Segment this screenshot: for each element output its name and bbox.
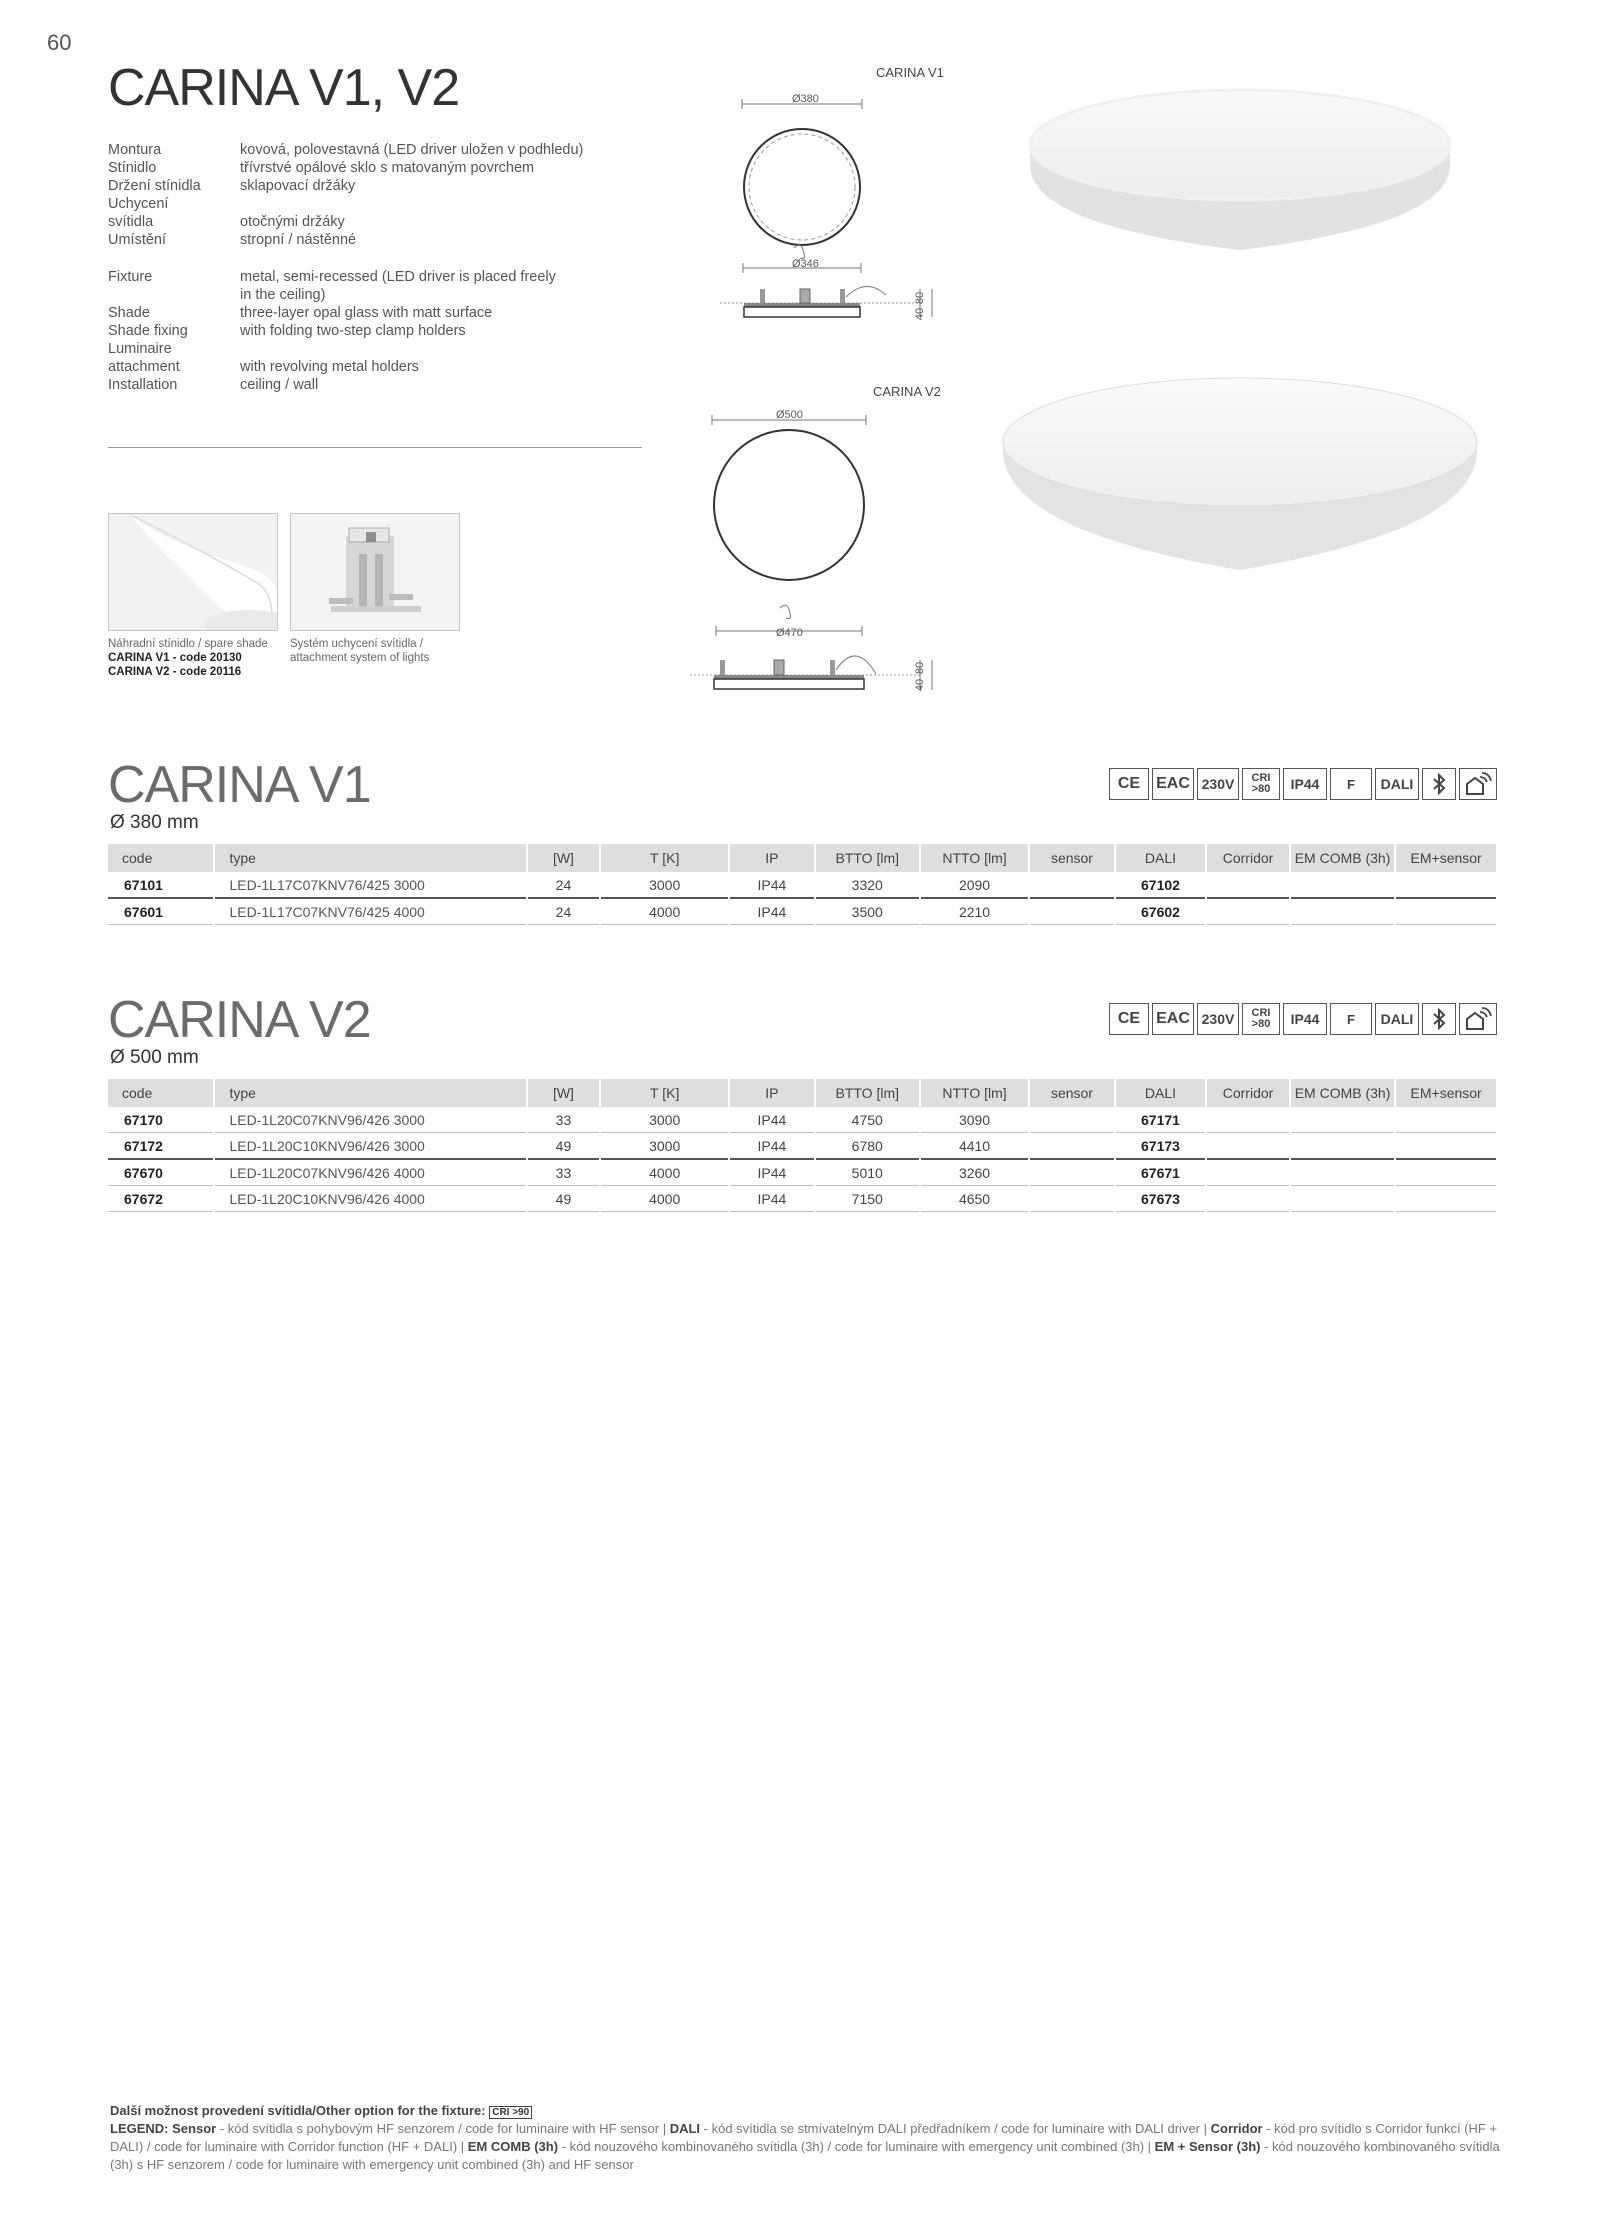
- cell-em-sensor: [1396, 1160, 1496, 1186]
- cri90-badge: CRI >90: [489, 2106, 532, 2119]
- cri-icon: [1242, 768, 1280, 800]
- cell-dali: 67673: [1116, 1186, 1205, 1212]
- cell-btto: 7150: [816, 1186, 919, 1212]
- cell-em-sensor: [1396, 872, 1496, 899]
- cell-sensor: [1030, 1107, 1114, 1133]
- cell-btto: 3500: [816, 899, 919, 925]
- header-em-sensor: EM+sensor: [1396, 844, 1496, 872]
- cell-temperature: 3000: [601, 872, 728, 899]
- spec-row: [108, 159, 620, 177]
- legend-em-label: EM COMB (3h): [467, 2139, 559, 2154]
- header-em-comb: EM COMB (3h): [1291, 844, 1394, 872]
- cell-temperature: 3000: [601, 1107, 728, 1133]
- spare-shade-v1-code: CARINA V1 - code 20130: [108, 652, 242, 664]
- cell-btto: 6780: [816, 1133, 919, 1160]
- cell-em-comb: [1291, 1160, 1394, 1186]
- header-code: code: [108, 844, 213, 872]
- spec-value: with folding two-step clamp holders: [240, 323, 466, 339]
- spec-row: [108, 358, 620, 376]
- cell-ntto: 4410: [921, 1133, 1028, 1160]
- spec-value: třívrstvé opálové sklo s matovaným povrchem: [240, 160, 535, 176]
- legend-sensor-label: Sensor: [172, 2121, 217, 2136]
- drawing-v1: [680, 85, 980, 335]
- legend-dali-label: DALI: [669, 2121, 701, 2136]
- spec-value: in the ceiling): [240, 287, 326, 303]
- legend-sensor-text: - kód svítidla s pohybovým HF senzorem / code for luminaire with HF sensor |: [216, 2121, 670, 2136]
- carina-v2-render: [995, 370, 1485, 580]
- cell-ntto: 3260: [921, 1160, 1028, 1186]
- header-type: type: [215, 1079, 525, 1107]
- cell-watt: 49: [528, 1186, 599, 1212]
- cell-type: LED-1L20C07KNV96/426 3000: [215, 1107, 525, 1133]
- spec-row: [108, 195, 620, 213]
- header-corridor: Corridor: [1207, 844, 1289, 872]
- footer-legend: [110, 2102, 1502, 2174]
- spare-shade-image: [108, 513, 278, 631]
- cell-type: LED-1L20C10KNV96/426 3000: [215, 1133, 525, 1160]
- spec-label: Shade fixing: [108, 323, 188, 339]
- caption-line: Náhradní stínidlo / spare shade: [108, 638, 268, 650]
- spec-value: otočnými držáky: [240, 214, 345, 230]
- product-table-v2: [106, 1079, 1498, 1212]
- cell-em-comb: [1291, 1133, 1394, 1160]
- spec-label: svítidla: [108, 214, 154, 230]
- header-ntto: NTTO [lm]: [921, 844, 1028, 872]
- header-watt: [W]: [528, 844, 599, 872]
- drawing-label-v2: CARINA V2: [873, 384, 941, 399]
- cell-code: 67672: [108, 1186, 213, 1212]
- v2-height-1: 40: [914, 678, 927, 692]
- specs-cz: [108, 141, 620, 249]
- v1-height-2: 80: [914, 291, 927, 305]
- cell-watt: 49: [528, 1133, 599, 1160]
- v2-top-diameter: Ø500: [776, 409, 803, 421]
- spec-label: Montura: [108, 142, 162, 158]
- specs-en: [108, 268, 620, 394]
- footer-legend-text: [110, 2120, 1502, 2174]
- spec-label: Stínidlo: [108, 160, 157, 176]
- header-em-comb: EM COMB (3h): [1291, 1079, 1394, 1107]
- header-dali: DALI: [1116, 844, 1205, 872]
- cell-dali: 67602: [1116, 899, 1205, 925]
- table-header-row: [108, 1079, 1496, 1107]
- cell-type: LED-1L17C07KNV76/425 3000: [215, 872, 525, 899]
- header-em-sensor: EM+sensor: [1396, 1079, 1496, 1107]
- cell-code: 67601: [108, 899, 213, 925]
- spec-value: stropní / nástěnné: [240, 232, 357, 248]
- caption-line: Systém uchycení svítidla /: [290, 638, 423, 650]
- drawing-label-v1: CARINA V1: [876, 65, 944, 80]
- product-title-v2: CARINA V2: [108, 991, 371, 1049]
- ip44-icon: IP44: [1283, 1003, 1327, 1035]
- cri-label: CRI: [1251, 772, 1271, 784]
- cell-sensor: [1030, 899, 1114, 925]
- header-sensor: sensor: [1030, 844, 1114, 872]
- header-sensor: sensor: [1030, 1079, 1114, 1107]
- cell-code: 67670: [108, 1160, 213, 1186]
- header-type: type: [215, 844, 525, 872]
- spec-label: Držení stínidla: [108, 178, 201, 194]
- cell-em-comb: [1291, 899, 1394, 925]
- cell-btto: 4750: [816, 1107, 919, 1133]
- spare-shade-v2-code: CARINA V2 - code 20116: [108, 666, 242, 678]
- spec-row: [108, 286, 620, 304]
- cell-sensor: [1030, 872, 1114, 899]
- cell-corridor: [1207, 1160, 1289, 1186]
- cri-value: >80: [1251, 783, 1271, 795]
- v1-top-diameter: Ø380: [792, 93, 819, 105]
- spec-label: Uchycení: [108, 196, 169, 212]
- spec-value: three-layer opal glass with matt surface: [240, 305, 493, 321]
- legend-corridor-label: Corridor: [1210, 2121, 1263, 2136]
- product-title-v1: CARINA V1: [108, 756, 371, 814]
- spec-row: [108, 322, 620, 340]
- spec-label: Luminaire: [108, 341, 172, 357]
- table-row: [108, 1133, 1496, 1160]
- cell-corridor: [1207, 1107, 1289, 1133]
- carina-v1-render: [1020, 85, 1460, 265]
- cell-watt: 33: [528, 1160, 599, 1186]
- cell-dali: 67171: [1116, 1107, 1205, 1133]
- cell-ntto: 3090: [921, 1107, 1028, 1133]
- table-row: [108, 899, 1496, 925]
- dali-icon: DALI: [1375, 768, 1419, 800]
- cell-em-comb: [1291, 872, 1394, 899]
- eac-icon: EAC: [1152, 1003, 1194, 1035]
- cell-em-comb: [1291, 1186, 1394, 1212]
- cell-sensor: [1030, 1133, 1114, 1160]
- legend-label: LEGEND:: [110, 2121, 169, 2136]
- spare-shade-caption: [108, 637, 268, 679]
- spec-value: [240, 195, 620, 213]
- section-divider: [108, 447, 642, 448]
- header-temperature: T [K]: [601, 844, 728, 872]
- cell-sensor: [1030, 1186, 1114, 1212]
- spec-value: metal, semi-recessed (LED driver is placed freely: [240, 269, 556, 285]
- f-mark-icon: F: [1330, 1003, 1372, 1035]
- cell-em-sensor: [1396, 1186, 1496, 1212]
- cell-ip: IP44: [730, 1160, 813, 1186]
- legend-em-text: - kód nouzového kombinovaného svítidla (3h) / code for luminaire with emergency unit combined (3h) |: [558, 2139, 1155, 2154]
- legend-corridor-text: - kód pro svítidlo s Corridor funkcí (HF + DALI) / code for luminaire with Corridor function (HF + DALI) |: [110, 2121, 1498, 2154]
- spec-row: [108, 376, 620, 394]
- product-diameter-v1: Ø 380 mm: [110, 812, 199, 833]
- product-diameter-v2: Ø 500 mm: [110, 1047, 199, 1068]
- product-table-v1: [106, 844, 1498, 925]
- cell-temperature: 4000: [601, 1160, 728, 1186]
- cell-ip: IP44: [730, 899, 813, 925]
- spec-label: Shade: [108, 305, 150, 321]
- eac-icon: EAC: [1152, 768, 1194, 800]
- caption-line: attachment system of lights: [290, 652, 430, 664]
- legend-ems-label: EM + Sensor (3h): [1154, 2139, 1261, 2154]
- cell-temperature: 4000: [601, 899, 728, 925]
- header-code: code: [108, 1079, 213, 1107]
- spec-label: Umístění: [108, 232, 167, 248]
- dali-icon: DALI: [1375, 1003, 1419, 1035]
- ce-icon: CE: [1109, 768, 1149, 800]
- cell-corridor: [1207, 1186, 1289, 1212]
- table-row: [108, 1186, 1496, 1212]
- cell-dali: 67671: [1116, 1160, 1205, 1186]
- spec-row: [108, 177, 620, 195]
- cell-em-sensor: [1396, 899, 1496, 925]
- cri-icon: [1242, 1003, 1280, 1035]
- ce-icon: CE: [1109, 1003, 1149, 1035]
- footer-option-line: [110, 2102, 1502, 2120]
- spec-value: [240, 340, 620, 358]
- smart-home-icon: [1459, 1003, 1497, 1035]
- legend-ems-text: - kód nouzového kombinovaného svítidla (3h) s HF senzorem / code for luminaire with emergency unit combined (3h) and HF sensor: [110, 2139, 1500, 2172]
- header-temperature: T [K]: [601, 1079, 728, 1107]
- cell-type: LED-1L20C07KNV96/426 4000: [215, 1160, 525, 1186]
- cell-ip: IP44: [730, 872, 813, 899]
- cert-icons-v2: [1109, 1003, 1497, 1035]
- cell-ntto: 2090: [921, 872, 1028, 899]
- option-label: Další možnost provedení svítidla/Other option for the fixture:: [110, 2103, 486, 2118]
- spec-value: ceiling / wall: [240, 377, 319, 393]
- legend-dali-text: - kód svítidla se stmívatelným DALI předřadníkem / code for luminaire with DALI driver |: [700, 2121, 1211, 2136]
- ip44-icon: IP44: [1283, 768, 1327, 800]
- table-row: [108, 1160, 1496, 1186]
- spec-row: [108, 141, 620, 159]
- spec-label: Installation: [108, 377, 178, 393]
- cell-temperature: 3000: [601, 1133, 728, 1160]
- spec-row: [108, 213, 620, 231]
- cell-btto: 5010: [816, 1160, 919, 1186]
- v2-side-diameter: Ø470: [776, 627, 803, 639]
- bluetooth-icon: [1422, 1003, 1456, 1035]
- smart-home-icon: [1459, 768, 1497, 800]
- cell-em-comb: [1291, 1107, 1394, 1133]
- spec-row: [108, 268, 620, 286]
- spec-value: sklapovací držáky: [240, 178, 356, 194]
- caption-line: [108, 651, 268, 665]
- cell-corridor: [1207, 899, 1289, 925]
- cell-type: LED-1L20C10KNV96/426 4000: [215, 1186, 525, 1212]
- spec-label: attachment: [108, 359, 180, 375]
- cell-em-sensor: [1396, 1107, 1496, 1133]
- cell-em-sensor: [1396, 1133, 1496, 1160]
- caption-line: [108, 665, 268, 679]
- cell-watt: 24: [528, 872, 599, 899]
- spec-value: kovová, polovestavná (LED driver uložen v podhledu): [240, 142, 584, 158]
- header-watt: [W]: [528, 1079, 599, 1107]
- header-btto: BTTO [lm]: [816, 844, 919, 872]
- voltage-icon: 230V: [1197, 1003, 1239, 1035]
- cell-ip: IP44: [730, 1133, 813, 1160]
- header-dali: DALI: [1116, 1079, 1205, 1107]
- cell-ip: IP44: [730, 1186, 813, 1212]
- spec-label: Fixture: [108, 269, 153, 285]
- cri-value: >80: [1251, 1018, 1271, 1030]
- cell-btto: 3320: [816, 872, 919, 899]
- header-ip: IP: [730, 844, 813, 872]
- cell-ntto: 2210: [921, 899, 1028, 925]
- spec-row: [108, 231, 620, 249]
- spec-value: with revolving metal holders: [240, 359, 419, 375]
- cell-dali: 67102: [1116, 872, 1205, 899]
- table-row: [108, 872, 1496, 899]
- cri-label: CRI: [1251, 1007, 1271, 1019]
- cell-dali: 67173: [1116, 1133, 1205, 1160]
- cell-temperature: 4000: [601, 1186, 728, 1212]
- attachment-caption: [290, 637, 429, 665]
- attachment-system-image: [290, 513, 460, 631]
- spec-row: [108, 340, 620, 358]
- header-btto: BTTO [lm]: [816, 1079, 919, 1107]
- header-ntto: NTTO [lm]: [921, 1079, 1028, 1107]
- cell-ip: IP44: [730, 1107, 813, 1133]
- cell-corridor: [1207, 1133, 1289, 1160]
- cell-ntto: 4650: [921, 1186, 1028, 1212]
- cell-sensor: [1030, 1160, 1114, 1186]
- voltage-icon: 230V: [1197, 768, 1239, 800]
- table-row: [108, 1107, 1496, 1133]
- cert-icons-v1: [1109, 768, 1497, 800]
- v1-height-1: 40: [914, 307, 927, 321]
- cell-code: 67172: [108, 1133, 213, 1160]
- spec-label: [108, 286, 240, 304]
- bluetooth-icon: [1422, 768, 1456, 800]
- header-ip: IP: [730, 1079, 813, 1107]
- cell-watt: 33: [528, 1107, 599, 1133]
- f-mark-icon: F: [1330, 768, 1372, 800]
- cell-type: LED-1L17C07KNV76/425 4000: [215, 899, 525, 925]
- cell-corridor: [1207, 872, 1289, 899]
- v1-side-diameter: Ø346: [792, 258, 819, 270]
- page-title: CARINA V1, V2: [108, 59, 460, 117]
- spec-row: [108, 304, 620, 322]
- v2-height-2: 80: [914, 661, 927, 675]
- cell-code: 67101: [108, 872, 213, 899]
- table-header-row: [108, 844, 1496, 872]
- cell-watt: 24: [528, 899, 599, 925]
- page-number: 60: [47, 30, 72, 55]
- drawing-v2: [680, 400, 980, 700]
- header-corridor: Corridor: [1207, 1079, 1289, 1107]
- cell-code: 67170: [108, 1107, 213, 1133]
